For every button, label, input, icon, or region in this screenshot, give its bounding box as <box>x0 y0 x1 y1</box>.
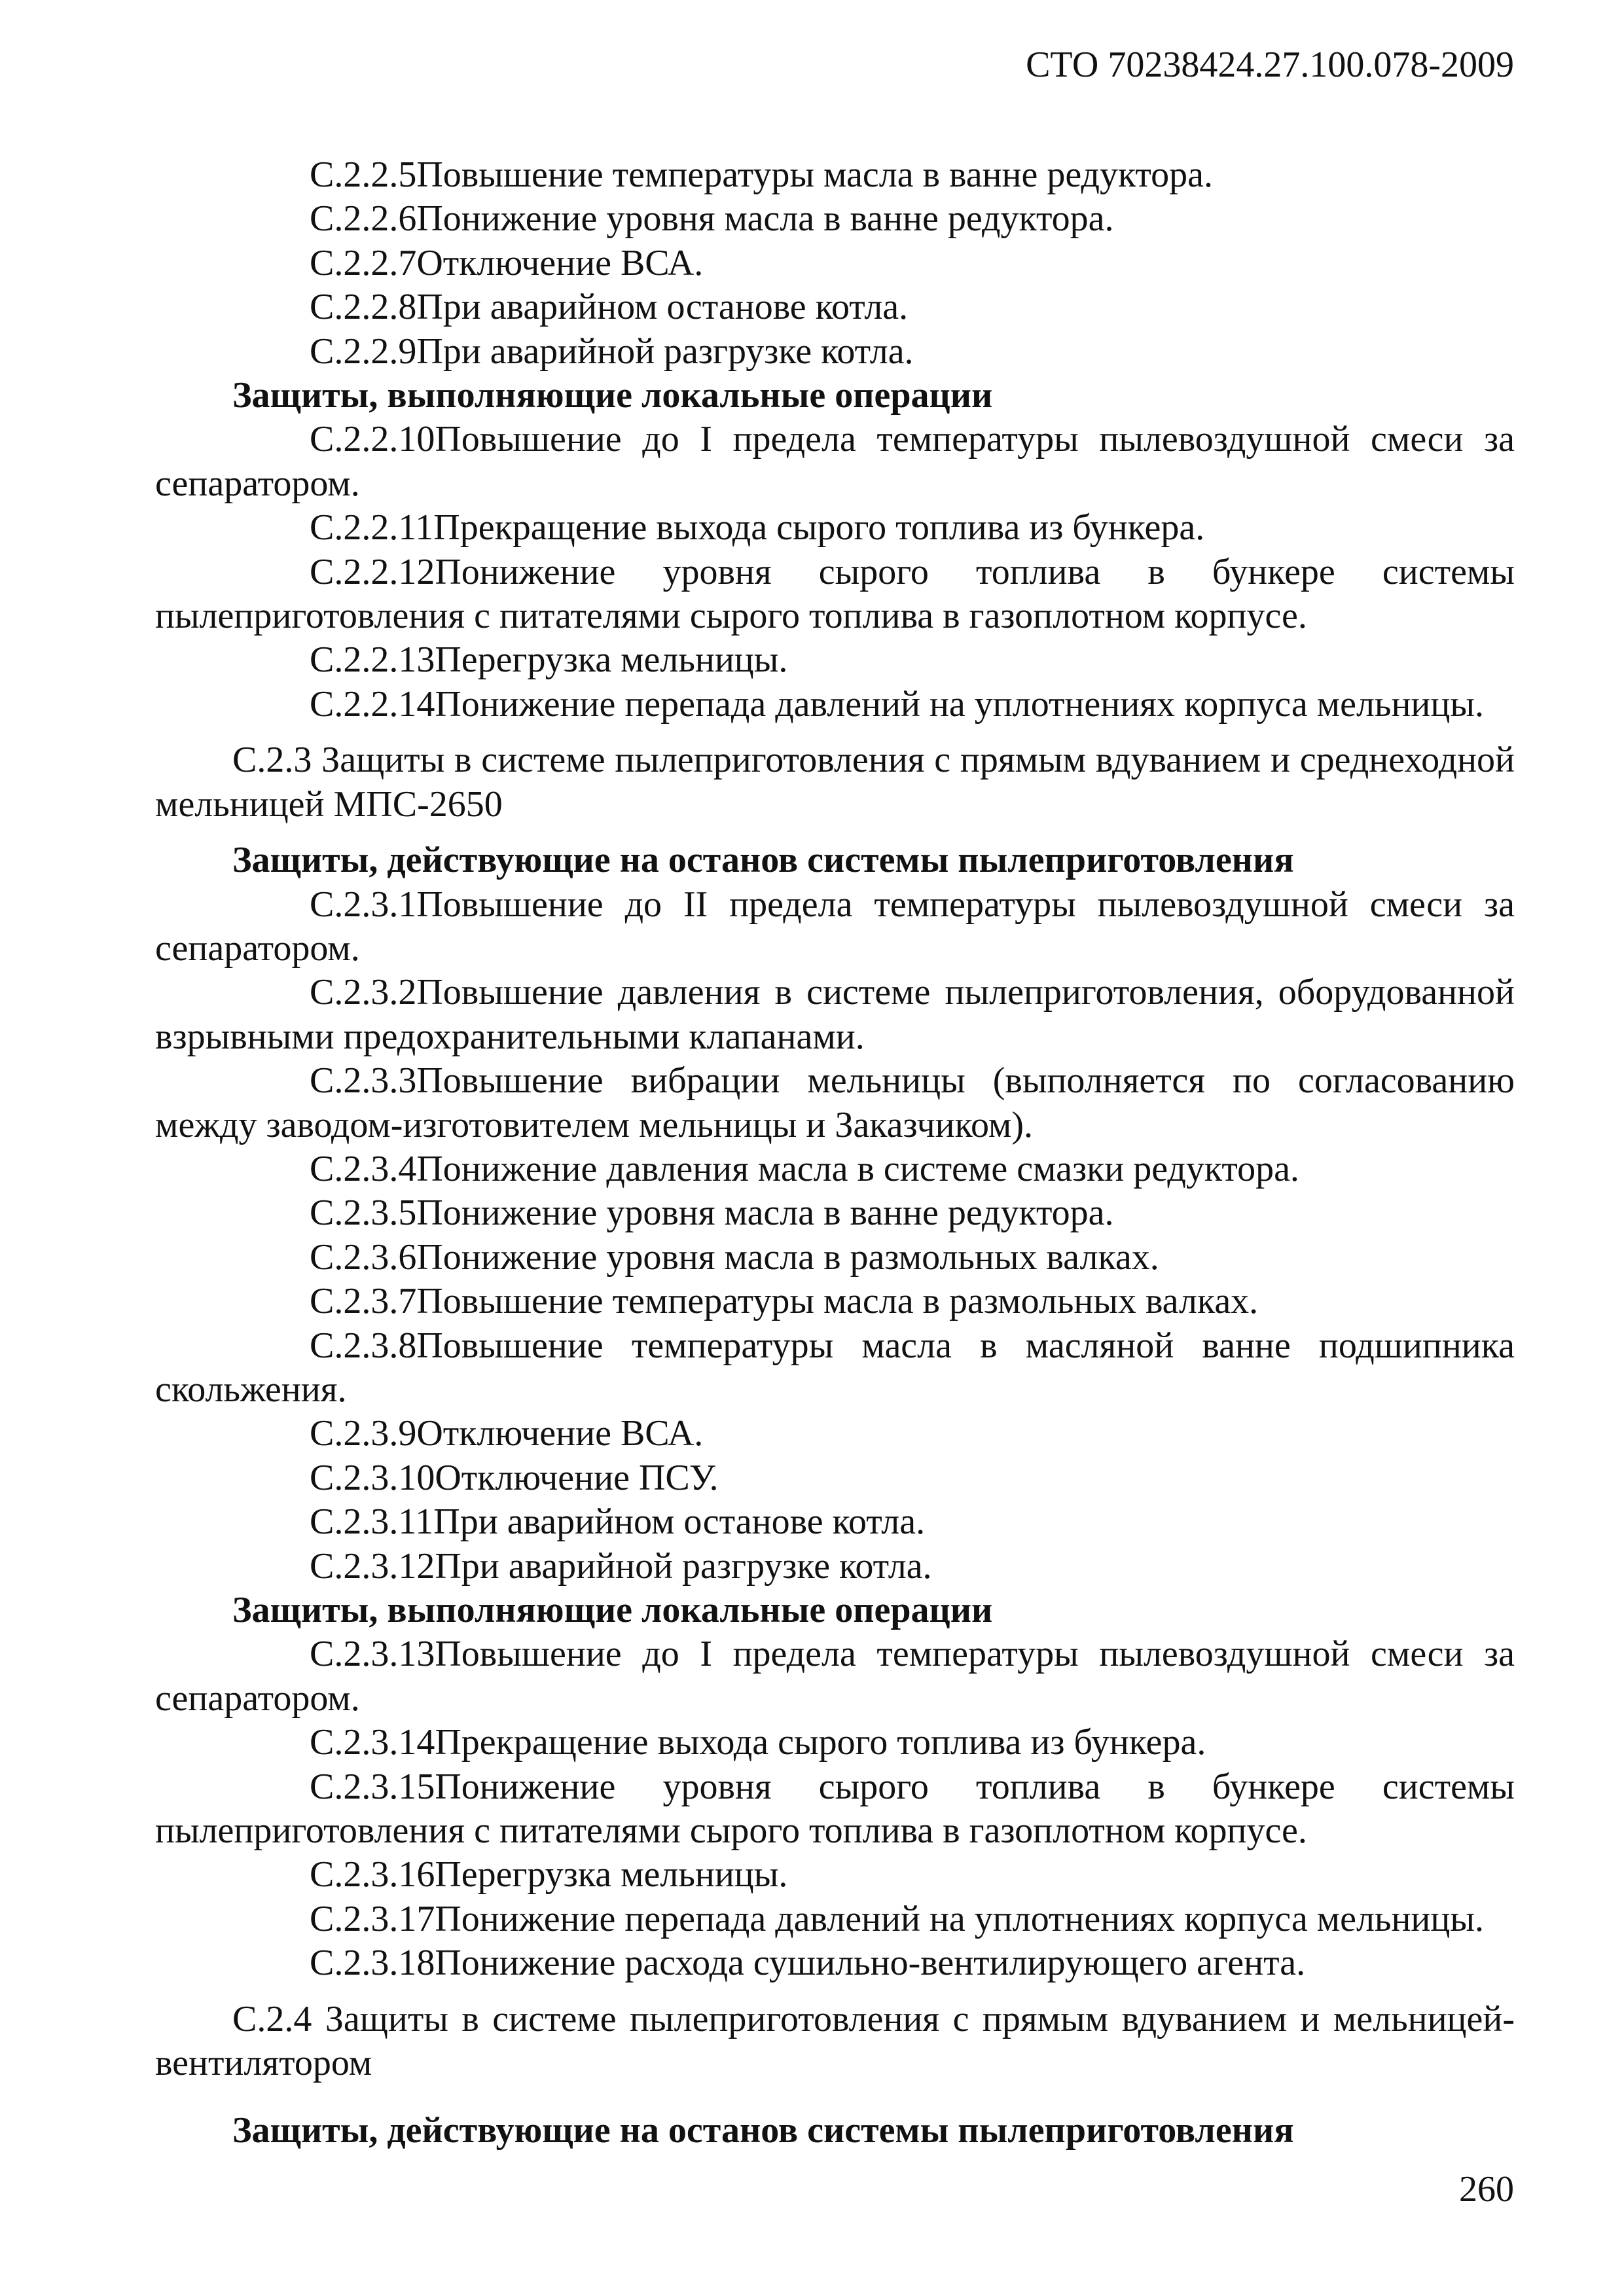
clause-text: Повышение до I предела температуры пылевоздушной смеси за сепаратором. <box>155 1634 1515 1719</box>
clause-c-2-3-17 <box>155 1897 1515 1941</box>
clause-text: Отключение ВСА. <box>416 242 704 283</box>
clause-number: С.2.3.5 <box>310 1193 417 1234</box>
clause-c-2-2-5 <box>155 153 1515 197</box>
clause-text: Повышение температуры масла в масляной ванне подшипника скольжения. <box>155 1325 1515 1410</box>
clause-number: С.2.3.7 <box>310 1281 417 1322</box>
clause-c-2-2-14 <box>155 683 1515 726</box>
clause-text: Повышение вибрации мельницы (выполняется по согласованию между заводом-изготовителем мельницы и Заказчиком). <box>155 1060 1515 1145</box>
subheading-local-operations: Защиты, выполняющие локальные операции <box>232 375 993 416</box>
clause-number: С.2.2.12 <box>310 551 435 592</box>
clause-text: Понижение перепада давлений на уплотнениях корпуса мельницы. <box>435 683 1484 725</box>
clause-number: С.2.3.8 <box>310 1325 417 1366</box>
clause-number: С.2.3.14 <box>310 1722 435 1763</box>
clause-text: Понижение расхода сушильно-вентилирующего агента. <box>435 1943 1306 1984</box>
clause-c-2-3-4 <box>155 1147 1515 1191</box>
clause-number: С.2.2.10 <box>310 419 435 460</box>
section-number: С.2.3 <box>232 740 312 781</box>
section-c-2-3 <box>155 738 1515 827</box>
clause-text: Повышение температуры масла в размольных валках. <box>416 1281 1259 1322</box>
clause-c-2-3-15 <box>155 1765 1515 1854</box>
clause-c-2-3-16 <box>155 1853 1515 1897</box>
section-number: С.2.4 <box>232 1998 312 2039</box>
clause-number: С.2.2.13 <box>310 639 435 681</box>
clause-number: С.2.3.11 <box>310 1501 434 1543</box>
clause-text: Прекращение выхода сырого топлива из бункера. <box>433 507 1205 548</box>
clause-number: С.2.3.13 <box>310 1634 435 1675</box>
clause-c-2-3-10 <box>155 1456 1515 1500</box>
clause-c-2-2-13 <box>155 638 1515 682</box>
clause-text: Понижение уровня сырого топлива в бункере системы пылеприготовления с питателями сырого топлива в газоплотном корпусе. <box>155 551 1515 637</box>
clause-c-2-3-5 <box>155 1191 1515 1235</box>
clause-c-2-3-7 <box>155 1280 1515 1323</box>
clause-text: Понижение перепада давлений на уплотнениях корпуса мельницы. <box>435 1898 1484 1939</box>
clause-number: С.2.3.9 <box>310 1413 417 1454</box>
clause-number: С.2.3.1 <box>310 884 417 925</box>
clause-text: Повышение температуры масла в ванне редуктора. <box>416 154 1214 195</box>
clause-text: Понижение уровня масла в ванне редуктора. <box>416 198 1114 240</box>
clause-number: С.2.2.8 <box>310 287 417 328</box>
clause-number: С.2.2.7 <box>310 242 417 283</box>
clause-text: Понижение уровня масла в ванне редуктора. <box>416 1193 1114 1234</box>
clause-c-2-3-9 <box>155 1412 1515 1456</box>
clause-c-2-2-9 <box>155 330 1515 374</box>
subheading-shutdown-protection: Защиты, действующие на останов системы пылеприготовления <box>232 2110 1294 2151</box>
clause-text: При аварийной разгрузке котла. <box>416 331 914 372</box>
section-title: Защиты в системе пылеприготовления с прямым вдуванием и среднеходной мельницей МПС-2650 <box>155 740 1515 825</box>
clause-number: С.2.2.14 <box>310 683 435 725</box>
clause-number: С.2.3.16 <box>310 1854 435 1895</box>
section-title: Защиты в системе пылеприготовления с прямым вдуванием и мельницей-вентилятором <box>155 1998 1515 2084</box>
clause-text: Перегрузка мельницы. <box>435 639 788 681</box>
clause-number: С.2.3.2 <box>310 972 417 1013</box>
clause-number: С.2.2.5 <box>310 154 417 195</box>
clause-text: Перегрузка мельницы. <box>435 1854 788 1895</box>
clause-number: С.2.3.15 <box>310 1766 435 1807</box>
clause-c-2-2-11 <box>155 506 1515 550</box>
clause-text: Понижение уровня масла в размольных валках. <box>416 1236 1159 1278</box>
clause-c-2-3-11 <box>155 1500 1515 1544</box>
section-c-2-4 <box>155 1998 1515 2086</box>
clause-text: При аварийном останове котла. <box>433 1501 926 1543</box>
subheading-shutdown-protection: Защиты, действующие на останов системы пылеприготовления <box>232 840 1294 881</box>
clause-c-2-3-1 <box>155 883 1515 971</box>
clause-text: При аварийной разгрузке котла. <box>435 1545 932 1587</box>
clause-text: Отключение ПСУ. <box>435 1457 719 1498</box>
clause-c-2-3-6 <box>155 1236 1515 1280</box>
clause-c-2-3-14 <box>155 1721 1515 1765</box>
clause-c-2-3-8 <box>155 1324 1515 1412</box>
clause-c-2-3-18 <box>155 1941 1515 1985</box>
clause-text: Повышение до II предела температуры пылевоздушной смеси за сепаратором. <box>155 884 1515 969</box>
subheading-local-operations: Защиты, выполняющие локальные операции <box>232 1590 993 1630</box>
clause-number: С.2.3.4 <box>310 1148 417 1189</box>
clause-c-2-3-13 <box>155 1632 1515 1721</box>
clause-text: Повышение давления в системе пылеприготовления, оборудованной взрывными предохранительными клапанами. <box>155 972 1515 1057</box>
clause-number: С.2.3.10 <box>310 1457 435 1498</box>
clause-text: Понижение давления масла в системе смазки редуктора. <box>416 1148 1299 1189</box>
document-code-header: СТО 70238424.27.100.078-2009 <box>1026 45 1514 85</box>
clause-c-2-2-8 <box>155 285 1515 329</box>
clause-c-2-2-12 <box>155 550 1515 639</box>
clause-number: С.2.3.3 <box>310 1060 417 1102</box>
clause-text: Прекращение выхода сырого топлива из бункера. <box>435 1722 1206 1763</box>
clause-c-2-2-10 <box>155 418 1515 506</box>
clause-number: С.2.2.6 <box>310 198 417 240</box>
clause-text: Понижение уровня сырого топлива в бункере системы пылеприготовления с питателями сырого топлива в газоплотном корпусе. <box>155 1766 1515 1852</box>
body-text <box>155 153 1515 2153</box>
clause-number: С.2.3.12 <box>310 1545 435 1587</box>
clause-number: С.2.3.18 <box>310 1943 435 1984</box>
clause-c-2-3-2 <box>155 971 1515 1059</box>
clause-text: При аварийном останове котла. <box>416 287 909 328</box>
clause-number: С.2.3.6 <box>310 1236 417 1278</box>
clause-c-2-3-3 <box>155 1059 1515 1147</box>
clause-c-2-2-7 <box>155 242 1515 285</box>
page-number: 260 <box>1459 2169 1514 2210</box>
clause-number: С.2.2.11 <box>310 507 434 548</box>
clause-number: С.2.3.17 <box>310 1898 435 1939</box>
clause-number: С.2.2.9 <box>310 331 417 372</box>
clause-c-2-2-6 <box>155 197 1515 241</box>
clause-text: Отключение ВСА. <box>416 1413 704 1454</box>
clause-c-2-3-12 <box>155 1545 1515 1588</box>
clause-text: Повышение до I предела температуры пылевоздушной смеси за сепаратором. <box>155 419 1515 504</box>
